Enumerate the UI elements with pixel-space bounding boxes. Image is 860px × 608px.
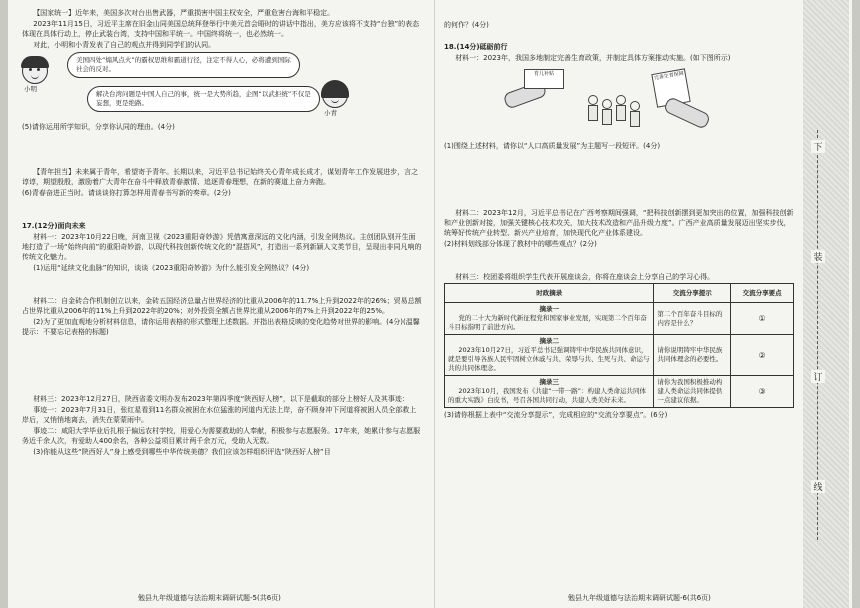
xiaoqing-figure [322, 82, 348, 118]
excerpt-title: 摘录三 [539, 378, 559, 386]
table-row [445, 335, 794, 376]
excerpt-title: 摘录一 [539, 305, 559, 313]
intro-line-2: 2023年11月15日，习近平主席在旧金山同美国总统拜登举行中美元首会晤时的讲话中指出，美方应该将不支持“台独”的表态体现在具体行动上，停止武装台湾，支持中国和平统一。中国终将统一，也必然统一。 [22, 20, 420, 38]
page-5-footer: 勉县九年级道德与法治期末调研试题-5(共6页) [138, 594, 281, 602]
q17-material-3: 材料三：2023年12月27日，陕西省委文明办发布2023年第四季度“陕西好人榜”，以下是截取的部分上榜好人及其事迹： [33, 395, 409, 403]
q18-material-1: 材料一：2023年，我国多地制定完善生育政策，并制定具体方案推动实施。(如下图所示) [455, 54, 731, 62]
q18-material-2: 材料二：2023年12月，习近平总书记在广西考察期间强调，“把科技创新摆到更加突出的位置，加强科技创新和产业创新对接，加强关键核心技术攻关，加大技术改造和产品升级力度”。广西产业高质量发展迈出坚实步伐，统筹好传统产业转型、新兴产业培育，加快现代化产业体系建设。 [444, 209, 794, 237]
table-row [445, 376, 794, 408]
excerpt-text: 党的二十大为新时代新征程党和国家事业发展，实现第二个百年奋斗目标指明了前进方向。 [448, 314, 647, 331]
excerpt-cell [445, 335, 654, 376]
page-divider [434, 0, 435, 608]
excerpt-cell [445, 303, 654, 335]
margin-char-zhuang: 装 [811, 250, 825, 263]
answer-cell-2[interactable]: ② [731, 335, 794, 376]
page-6-footer: 勉县九年级道德与法治期末调研试题-6(共6页) [568, 594, 711, 602]
excerpt-cell [445, 376, 654, 408]
xiaoming-speech-bubble: 美国四处“煽风点火”的霸权思维和霸道行径，注定不得人心，必将遭到国际社会的反对。 [67, 52, 300, 78]
cartoon-document-2: 完善生育保障 [651, 68, 690, 107]
excerpt-text: 2023年10月，我国发布《共建“一带一路”：构建人类命运共同体的重大实践》白皮书，号召各国共同行动，共建人类美好未来。 [448, 387, 646, 404]
deed-2: 事迹二：咸阳大学毕业后扎根于偏远农村学校，用爱心为需要救助的人奉献，积极参与志愿服务。17年来，她累计参与志愿服务近千余人次，有爱助人400余名，各种公益项目累计两千余万元，受助人无数。 [22, 427, 421, 445]
binding-dashed-line [817, 130, 818, 540]
answer-cell-3[interactable]: ③ [731, 376, 794, 408]
answer-cell-1[interactable]: ① [731, 303, 794, 335]
q17-question-2: (2)为了更加直观地分析材料信息，请你运用表格的形式整理上述数据。并指出表格反映的变化趋势对世界的影响。(4分)(温馨提示：不要忘记表格的标题) [22, 318, 420, 336]
intro-line-1: 【国家统一】近年来，美国多次对台出售武器，严重损害中国主权安全，严重危害台海和平稳定。 [33, 9, 335, 17]
q17-question-1: (1)运用“延续文化血脉”的知识，谈谈《2023重阳奇妙游》为什么能引发全网热议？(4分) [33, 264, 310, 272]
hint-cell: 请你说明铸牢中华民族共同体理念的必要性。 [654, 335, 731, 376]
margin-char-ding: 订 [811, 370, 825, 383]
table-header-row [445, 284, 794, 303]
exam-sheet [8, 0, 852, 608]
q17-material-1: 材料一：2023年10月22日晚，河南卫视《2023重阳奇妙游》凭借寓意深远的文化内涵，引发全网热议。主创团队别开生面地打造了一场“始终向前”的重阳奇妙游，以现代科技创新传统文化的“混搭风”，打造出一系列新颖人文类节目，呈现出非同凡响的传统文化魅力。 [22, 233, 422, 261]
xiaoqing-speech-bubble: 解决台湾问题是中国人自己的事，统一是大势所趋，企图“以武拒统”不仅是妄想，更是绝路。 [87, 86, 320, 112]
sharing-table [444, 283, 794, 408]
question-17-title: 17.(12分)面向未来 [22, 222, 86, 230]
page-6 [444, 42, 794, 594]
cartoon-document-1: 育儿补贴 [524, 69, 564, 89]
intro-line-3: 对此，小明和小青发表了自己的观点并得到同学们的认同。 [33, 41, 216, 49]
family-figures-icon [584, 95, 644, 133]
continued-question: 的何作？(4分) [444, 21, 489, 29]
xiaoming-figure [22, 58, 48, 94]
policy-cartoon [484, 67, 724, 137]
question-5: (5)请你运用所学知识，分享你认同的理由。(4分) [22, 123, 175, 131]
hint-cell: 第二个百年奋斗目标的内容是什么？ [654, 303, 731, 335]
q17-question-3: (3)你能从这些“陕西好人”身上感受到哪些中华传统美德？我们应该怎样组织评选“陕西好人榜”目 [33, 448, 331, 456]
xiaoming-label: 小明 [24, 85, 37, 93]
header-points: 交流分享要点 [731, 284, 794, 303]
margin-char-xian: 线 [811, 480, 825, 493]
youth-material: 【青年担当】未来属于青年，希望寄予青年。长期以来，习近平总书记始终关心青年成长成才，谋划青年工作发展进步，言之谆谆，期望殷殷，激励着广大青年在奋斗中释放青春激情、追逐青春理想，在新的赛道上奋力奔跑。 [22, 168, 419, 186]
xiaoqing-label: 小青 [324, 109, 337, 117]
deed-1: 事迹一：2023年7月31日，张红星看到11名群众被困在水位猛涨的河道内无法上岸，奋不顾身冲下河道将被困人员全部救上岸后，又悄悄地离去，消失在蒙蒙雨中。 [22, 406, 417, 424]
q18-material-3: 材料三：校团委将组织学生代表开展座谈会，你将在座谈会上分享自己的学习心得。 [455, 273, 715, 281]
excerpt-text: 2023年10月27日，习近平总书记强调铸牢中华民族共同体意识，就是要引导各族人民牢固树立休戚与共、荣辱与共、生死与共、命运与共的共同体理念。 [448, 346, 650, 372]
boy-face-icon [22, 58, 48, 84]
question-6: (6)青春奋进正当时。请谈谈你打算怎样用青春书写新的奏章。(2分) [22, 189, 231, 197]
girl-face-icon [322, 82, 348, 108]
table-row [445, 303, 794, 335]
header-hint: 交流分享提示 [654, 284, 731, 303]
header-excerpt: 时政摘录 [445, 284, 654, 303]
q18-question-1: (1)围绕上述材料，请你以“人口高质量发展”为主题写一段短评。(4分) [444, 142, 661, 150]
q18-question-2: (2)材料划线部分体现了教材中的哪些观点？(2分) [444, 240, 597, 248]
dialogue-illustration [22, 52, 422, 122]
binding-margin [803, 0, 849, 608]
hint-cell: 请你为我国积极推动构建人类命运共同体提供一点建议依据。 [654, 376, 731, 408]
q18-question-3: (3)请你根据上表中“交流分享提示”，完成相应的“交流分享要点”。(6分) [444, 411, 668, 419]
page-5 [22, 8, 422, 598]
question-18-title: 18.(14分)砥砺前行 [444, 43, 508, 51]
q17-material-2: 材料二：自金砖合作机制创立以来，金砖五国经济总量占世界经济的比重从2006年的11.7%上升到2022年的26%；贸易总额占世界比重从2006年的11%上升到2022年的20%；对外投资全额占世界比重从2006年的7%上升到2022年的25%。 [22, 297, 422, 315]
margin-char-xia: 下 [811, 140, 825, 153]
excerpt-title: 摘录二 [539, 337, 559, 345]
